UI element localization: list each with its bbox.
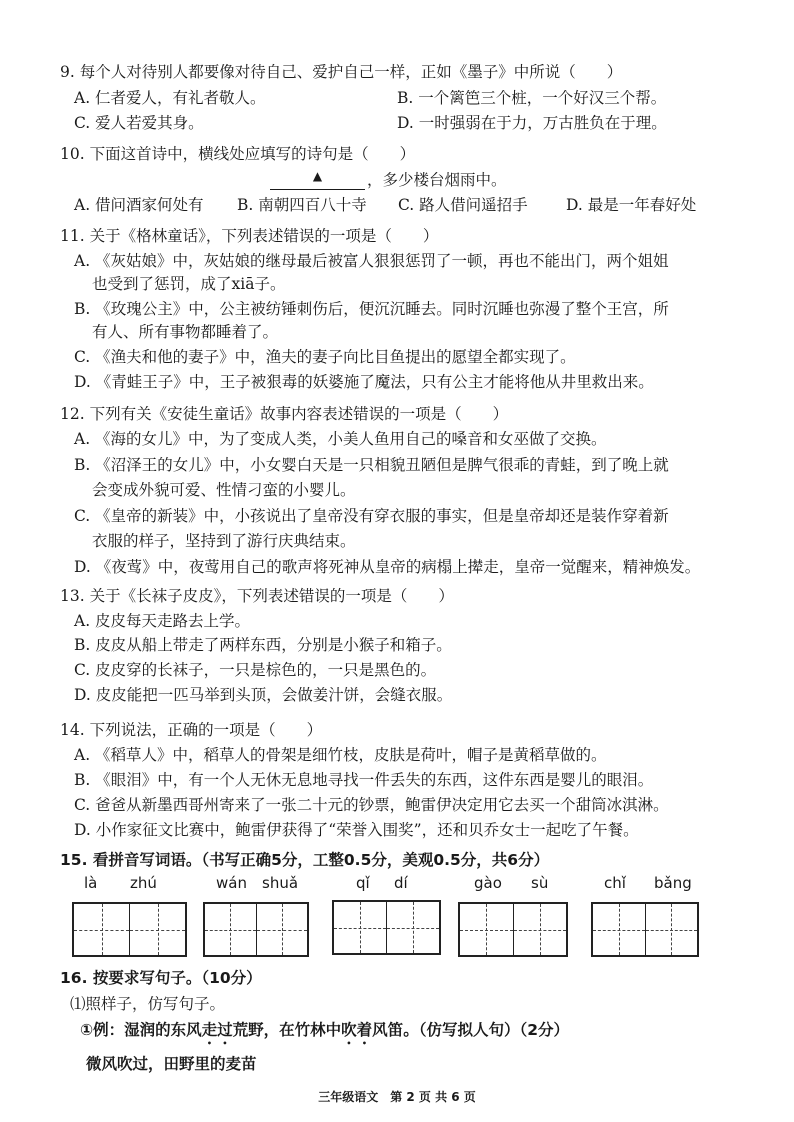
q11-option-b-line2: 有人、所有事物都睡着了。	[92, 323, 279, 341]
q12-option-b-line2: 会变成外貌可爱、性情刁蛮的小婴儿。	[92, 481, 356, 499]
writing-cell[interactable]	[460, 904, 514, 955]
q16-sub1: ⑴照样子，仿写句子。	[70, 995, 226, 1013]
q12-option-c-line2: 衣服的样子，坚持到了游行庆典结束。	[92, 532, 356, 550]
q9-stem: 9. 每个人对待别人都要像对待自己、爱护自己一样，正如《墨子》中所说（ ）	[60, 63, 623, 81]
q10-option-b[interactable]: B. 南朝四百八十寺	[237, 196, 367, 214]
example-mid2: 风笛	[372, 1021, 404, 1039]
q10-option-d[interactable]: D. 最是一年春好处	[566, 196, 697, 214]
pinyin-4b: sù	[531, 874, 549, 892]
page-footer: 三年级语文 第 2 页 共 6 页	[318, 1090, 476, 1104]
q9-option-b[interactable]: B. 一个篱笆三个桩，一个好汉三个帮。	[397, 89, 667, 107]
q11-option-a-line1[interactable]: A. 《灰姑娘》中，灰姑娘的继母最后被富人狠狠惩罚了一顿，再也不能出门，两个姐姐	[74, 252, 669, 270]
q13-option-d[interactable]: D. 皮皮能把一匹马举到头顶，会做姜汁饼，会缝衣服。	[74, 686, 453, 704]
q9-option-d[interactable]: D. 一时强弱在于力，万古胜负在于理。	[397, 114, 667, 132]
q12-option-d[interactable]: D. 《夜莺》中，夜莺用自己的歌声将死神从皇帝的病榻上撵走，皇帝一觉醒来，精神焕发。	[74, 558, 701, 576]
q13-option-c[interactable]: C. 皮皮穿的长袜子，一只是棕色的，一只是黑色的。	[74, 661, 437, 679]
q12-stem: 12. 下列有关《安徒生童话》故事内容表述错误的一项是（ ）	[60, 405, 509, 423]
writing-box-4[interactable]	[458, 902, 568, 957]
pinyin-1b: zhú	[130, 874, 157, 892]
q14-option-b[interactable]: B. 《眼泪》中，有一个人无休无息地寻找一件丢失的东西，这件东西是婴儿的眼泪。	[74, 771, 654, 789]
pinyin-4a: gào	[474, 874, 502, 892]
pinyin-5a: chǐ	[604, 874, 626, 892]
q14-stem: 14. 下列说法，正确的一项是（ ）	[60, 721, 323, 739]
q9-option-a[interactable]: A. 仁者爱人，有礼者敬人。	[74, 89, 266, 107]
q11-option-a-line2: 也受到了惩罚，成了xiā子。	[92, 275, 286, 293]
pinyin-3b: dí	[394, 874, 408, 892]
writing-cell[interactable]	[74, 904, 130, 955]
writing-cell[interactable]	[130, 904, 185, 955]
q10-blank[interactable]	[270, 168, 365, 190]
writing-cell[interactable]	[514, 904, 567, 955]
example-suffix: 。（仿写拟人句）（2分）	[403, 1021, 569, 1039]
writing-box-3[interactable]	[332, 900, 441, 955]
q16-answer-start: 微风吹过，田野里的麦苗	[86, 1055, 257, 1073]
writing-cell[interactable]	[205, 904, 257, 955]
q12-option-a[interactable]: A. 《海的女儿》中，为了变成人类，小美人鱼用自己的嗓音和女巫做了交换。	[74, 430, 607, 448]
q12-option-b-line1[interactable]: B. 《沼泽王的女儿》中，小女婴白天是一只相貌丑陋但是脾气很乖的青蛙，到了晚上就	[74, 456, 669, 474]
q16-example	[80, 1020, 569, 1048]
q14-option-d[interactable]: D. 小作家征文比赛中，鲍雷伊获得了“荣誉入围奖”，还和贝乔女士一起吃了午餐。	[74, 821, 639, 839]
writing-cell[interactable]	[334, 902, 387, 953]
q11-option-c[interactable]: C. 《渔夫和他的妻子》中，渔夫的妻子向比目鱼提出的愿望全都实现了。	[74, 348, 576, 366]
q14-option-c[interactable]: C. 爸爸从新墨西哥州寄来了一张二十元的钞票，鲍雷伊决定用它去买一个甜筒冰淇淋。	[74, 796, 669, 814]
example-mid: 荒野，在竹林中	[232, 1021, 342, 1039]
example-emphasis-2: 吹着	[341, 1021, 373, 1039]
pinyin-2b: shuǎ	[262, 874, 299, 892]
q10-poem-text: ，多少楼台烟雨中。	[367, 171, 507, 189]
q11-option-d[interactable]: D. 《青蛙王子》中，王子被狠毒的妖婆施了魔法，只有公主才能将他从井里救出来。	[74, 373, 654, 391]
writing-box-2[interactable]	[203, 902, 309, 957]
q13-option-b[interactable]: B. 皮皮从船上带走了两样东西，分别是小猴子和箱子。	[74, 636, 452, 654]
q9-option-c[interactable]: C. 爱人若爱其身。	[74, 114, 204, 132]
q15-stem: 15. 看拼音写词语。（书写正确5分，工整0.5分，美观0.5分，共6分）	[60, 851, 550, 869]
pinyin-3a: qǐ	[356, 874, 370, 892]
q10-poem-line	[268, 170, 507, 192]
writing-cell[interactable]	[387, 902, 439, 953]
pinyin-1a: là	[84, 874, 98, 892]
pinyin-2a: wán	[216, 874, 247, 892]
triangle-marker-icon: ▲	[312, 169, 323, 183]
q10-option-a[interactable]: A. 借问酒家何处有	[74, 196, 204, 214]
writing-box-5[interactable]	[591, 902, 699, 957]
q11-stem: 11. 关于《格林童话》，下列表述错误的一项是（ ）	[60, 227, 439, 245]
q11-option-b-line1[interactable]: B. 《玫瑰公主》中，公主被纺锤刺伤后，便沉沉睡去。同时沉睡也弥漫了整个王宫，所	[74, 300, 669, 318]
example-emphasis-1: 走过	[201, 1021, 233, 1039]
example-prefix: ①例：湿润的东风	[80, 1021, 202, 1039]
writing-cell[interactable]	[646, 904, 698, 955]
writing-box-1[interactable]	[72, 902, 187, 957]
q12-option-c-line1[interactable]: C. 《皇帝的新装》中，小孩说出了皇帝没有穿衣服的事实，但是皇帝却还是装作穿着新	[74, 507, 669, 525]
writing-cell[interactable]	[257, 904, 308, 955]
pinyin-5b: bǎng	[654, 874, 692, 892]
q16-stem: 16. 按要求写句子。（10分）	[60, 969, 262, 987]
q13-stem: 13. 关于《长袜子皮皮》，下列表述错误的一项是（ ）	[60, 587, 454, 605]
q13-option-a[interactable]: A. 皮皮每天走路去上学。	[74, 612, 251, 630]
writing-cell[interactable]	[593, 904, 646, 955]
q14-option-a[interactable]: A. 《稻草人》中，稻草人的骨架是细竹枝，皮肤是荷叶，帽子是黄稻草做的。	[74, 746, 607, 764]
q10-stem: 10. 下面这首诗中，横线处应填写的诗句是（ ）	[60, 145, 416, 163]
q10-option-c[interactable]: C. 路人借问遥招手	[398, 196, 528, 214]
